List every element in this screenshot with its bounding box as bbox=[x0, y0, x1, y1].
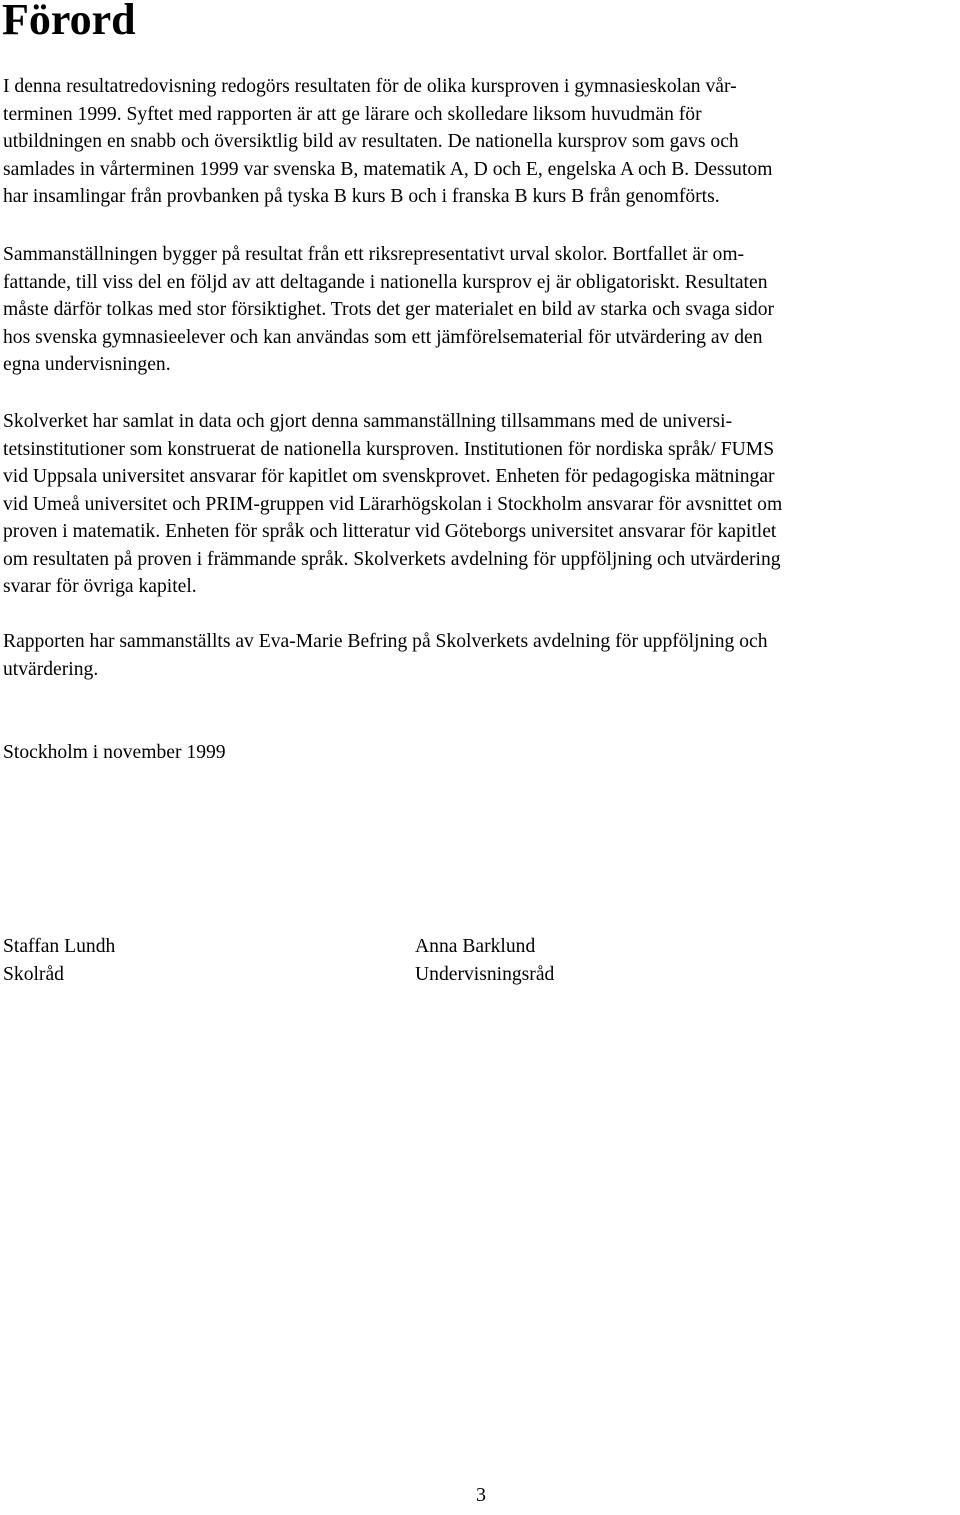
paragraph-text bbox=[3, 241, 955, 379]
paragraph-text bbox=[3, 628, 955, 683]
paragraph-sampling bbox=[3, 241, 955, 379]
text-line: vid Uppsala universitet ansvarar för kapitlet om svenskprovet. Enheten för pedagogiska mätningar bbox=[3, 466, 775, 487]
signatory-left bbox=[3, 933, 115, 989]
signatory-title: Undervisningsråd bbox=[415, 964, 555, 985]
text-line: fattande, till viss del en följd av att deltagande i nationella kursprov ej är obligatoriskt. Resultaten bbox=[3, 271, 768, 293]
paragraph-text bbox=[3, 408, 955, 601]
text-line: samlades in vårterminen 1999 var svenska B, matematik A, D och E, engelska A och B. Dessutom bbox=[3, 158, 773, 180]
text-line: proven i matematik. Enheten för språk och litteratur vid Göteborgs universitet ansvarar för kapitlet bbox=[3, 521, 777, 542]
signatory-right bbox=[415, 933, 554, 989]
text-line: hos svenska gymnasieelever och kan användas som ett jämförelsematerial för utvärdering av den bbox=[3, 326, 763, 348]
paragraph-contributors bbox=[3, 408, 955, 601]
text-line: utvärdering. bbox=[3, 658, 99, 680]
text-line: svarar för övriga kapitel. bbox=[3, 576, 197, 597]
text-line: vid Umeå universitet och PRIM-gruppen vid Lärarhögskolan i Stockholm ansvarar för avsnittet om bbox=[3, 493, 783, 515]
signatory-title: Skolråd bbox=[3, 964, 64, 985]
place-and-date: Stockholm i november 1999 bbox=[3, 742, 226, 763]
text-line: har insamlingar från provbanken på tyska B kurs B och i franska B kurs B från genomförts. bbox=[3, 186, 720, 207]
text-line: utbildningen en snabb och översiktlig bild av resultaten. De nationella kursprov som gavs och bbox=[3, 131, 739, 152]
text-line: om resultaten på proven i främmande språk. Skolverkets avdelning för uppföljning och utvärdering bbox=[3, 548, 781, 570]
text-line: måste därför tolkas med stor försiktighet. Trots det ger materialet en bild av starka och svaga sidor bbox=[3, 299, 775, 320]
text-line: tetsinstitutioner som konstruerat de nationella kursproven. Institutionen för nordiska språk/ FUMS bbox=[3, 438, 775, 460]
paragraph-intro bbox=[3, 73, 955, 211]
page-number: 3 bbox=[476, 1484, 486, 1506]
text-line: I denna resultatredovisning redogörs resultaten för de olika kursproven i gymnasieskolan vår- bbox=[3, 76, 737, 97]
paragraph-compiled-by bbox=[3, 628, 955, 683]
text-line: Sammanställningen bygger på resultat från ett riksrepresentativt urval skolor. Bortfallet är om- bbox=[3, 244, 745, 265]
page-heading: Förord bbox=[2, 0, 136, 44]
text-line: terminen 1999. Syftet med rapporten är att ge lärare och skolledare liksom huvudmän för bbox=[3, 103, 702, 125]
text-line: Rapporten har sammanställts av Eva-Marie Befring på Skolverkets avdelning för uppföljning och bbox=[3, 631, 768, 652]
text-line: Skolverket har samlat in data och gjort denna sammanställning tillsammans med de universi- bbox=[3, 411, 733, 432]
text-line: egna undervisningen. bbox=[3, 354, 171, 375]
signatory-name: Staffan Lundh bbox=[3, 936, 116, 957]
paragraph-text bbox=[3, 73, 955, 211]
signatory-name: Anna Barklund bbox=[415, 936, 536, 957]
